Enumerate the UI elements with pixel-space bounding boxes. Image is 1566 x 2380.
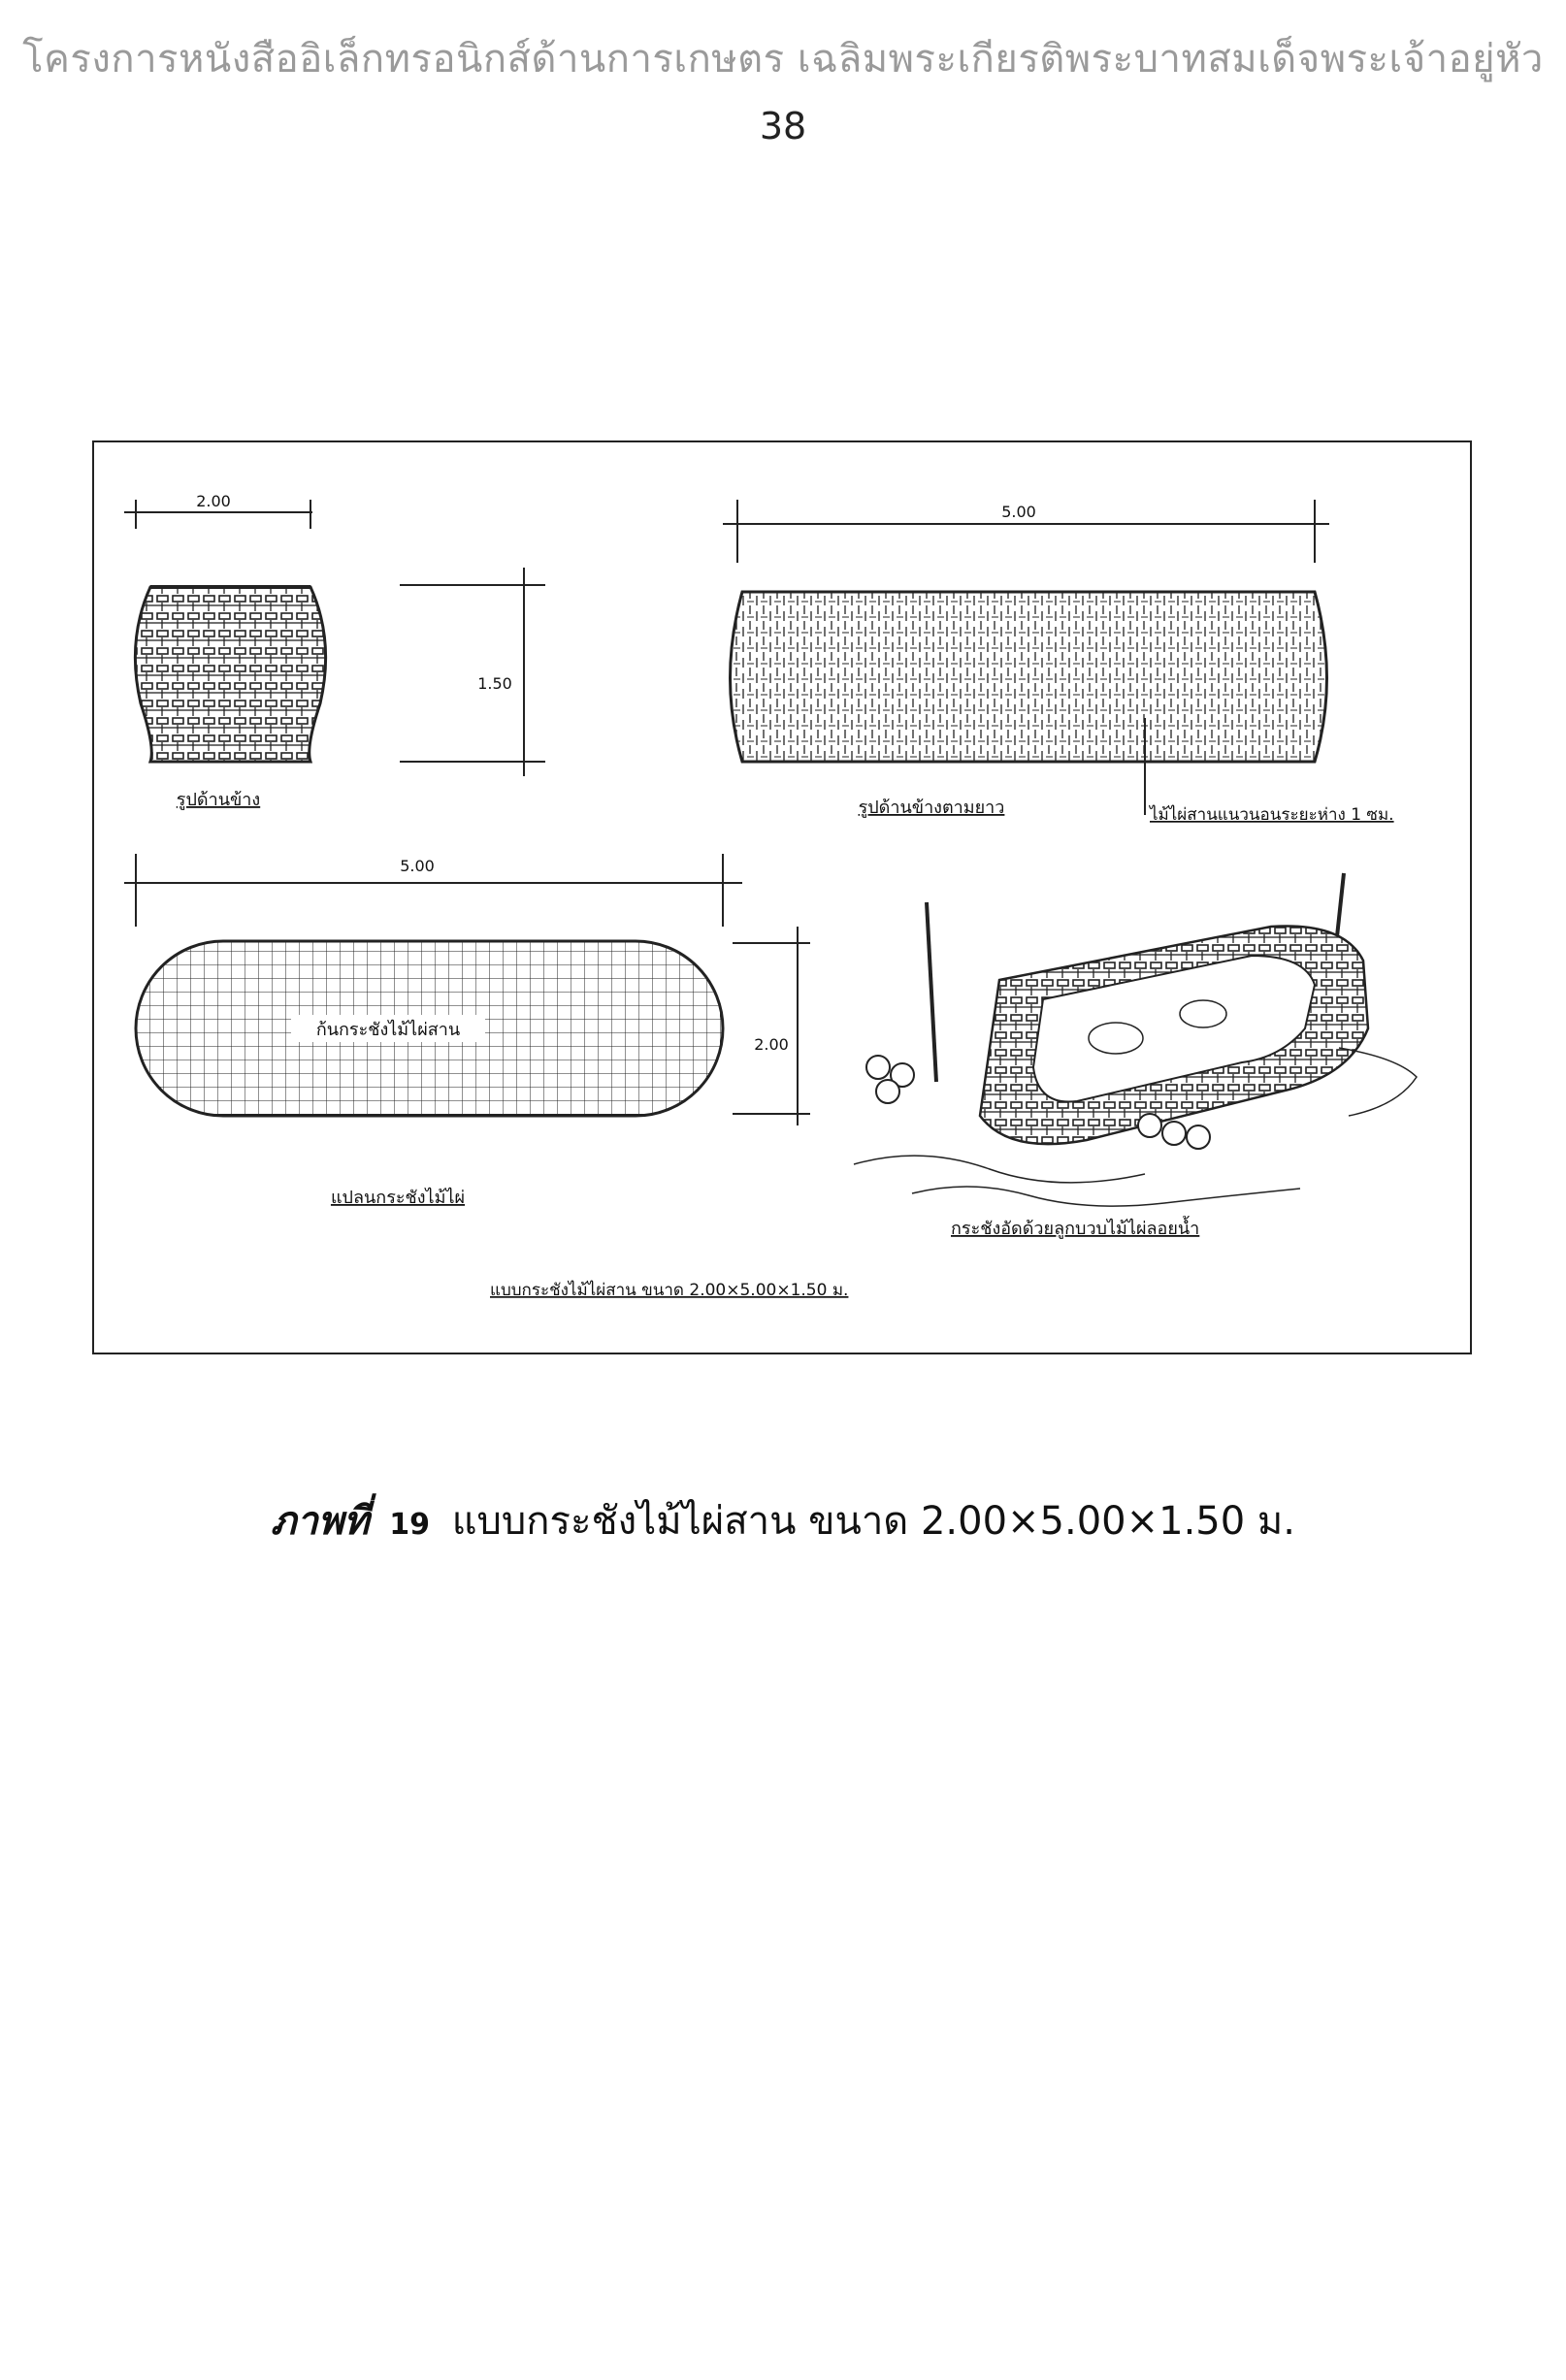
side-view-basket xyxy=(135,587,325,762)
project-header: โครงการหนังสืออิเล็กทรอนิกส์ด้านการเกษตร เฉลิมพระเกียรติพระบาทสมเด็จพระเจ้าอยู่หัว xyxy=(22,37,1544,82)
side-view-label: รูปด้านข้าง xyxy=(176,790,261,810)
drawing-title: แบบกระชังไม้ไผ่สาน ขนาด 2.00×5.00×1.50 ม. xyxy=(490,1281,849,1300)
dimension-side-width xyxy=(124,492,312,529)
page-number: 38 xyxy=(759,105,807,147)
dimension-length-plan xyxy=(124,854,742,927)
figure-caption xyxy=(0,1489,1566,1551)
dim-side-width-label: 2.00 xyxy=(196,492,231,510)
dim-length-plan-label: 5.00 xyxy=(400,857,435,875)
figure-frame xyxy=(93,441,1471,1353)
long-side-view-label: รูปด้านข้างตามยาว xyxy=(858,798,1005,818)
dimension-plan-width xyxy=(733,927,810,1125)
dimension-length-top xyxy=(723,500,1329,563)
dim-height-label: 1.50 xyxy=(477,674,512,693)
float-note-label: กระชังอัดด้วยลูกบวบไม้ไผ่ลอยน้ำ xyxy=(951,1219,1200,1239)
cage-bottom-label: ก้นกระชังไม้ไผ่สาน xyxy=(315,1020,461,1040)
caption-text: แบบกระชังไม้ไผ่สาน ขนาด 2.00×5.00×1.50 ม. xyxy=(451,1499,1295,1544)
bamboo-spacing-note: ไม้ไผ่สานแนวนอนระยะห่าง 1 ซม. xyxy=(1150,805,1394,825)
cage-perspective-sketch xyxy=(854,873,1417,1206)
dim-plan-width-label: 2.00 xyxy=(754,1035,789,1054)
dim-length-top-label: 5.00 xyxy=(1001,503,1036,521)
caption-label: ภาพที่ xyxy=(270,1499,370,1544)
dimension-height xyxy=(400,568,545,776)
caption-number: 19 xyxy=(389,1508,431,1542)
plan-view-label: แปลนกระชังไม้ไผ่ xyxy=(330,1188,466,1208)
long-side-view xyxy=(731,592,1327,762)
